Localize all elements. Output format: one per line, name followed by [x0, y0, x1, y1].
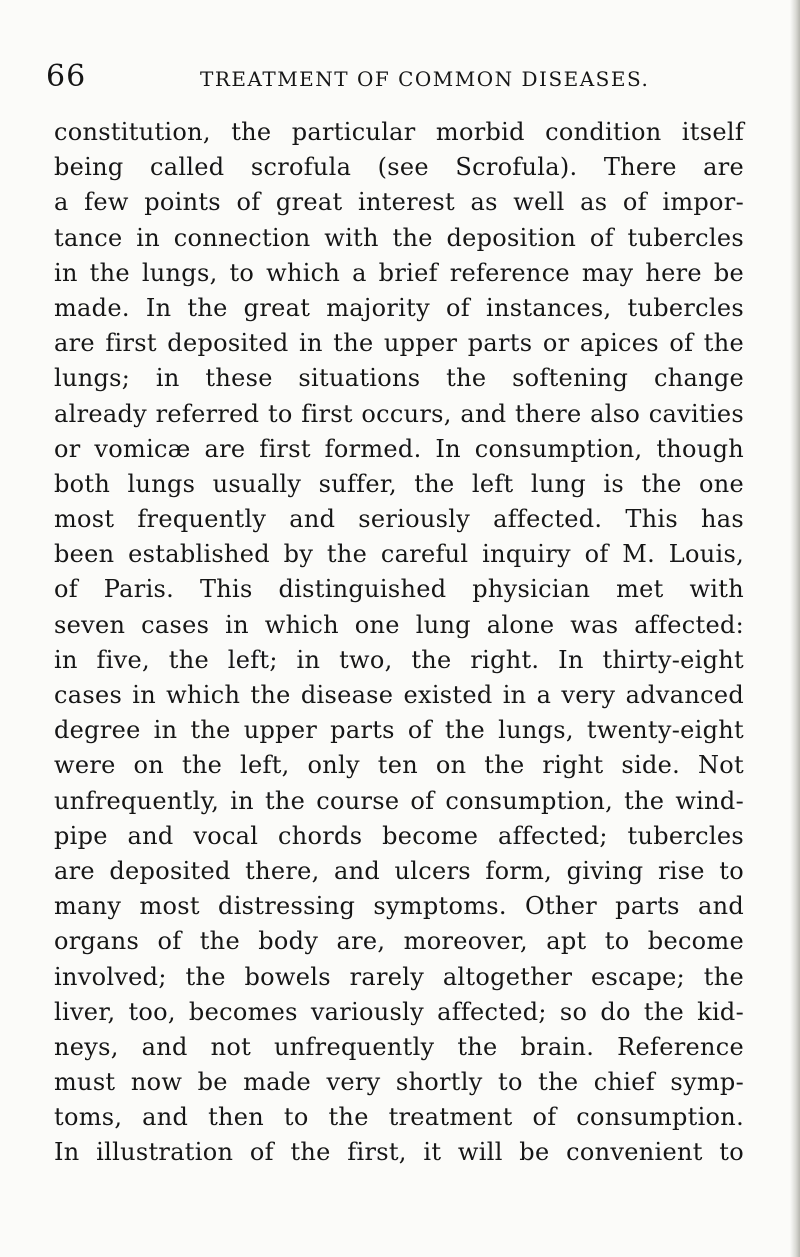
- text-line: liver, too, becomes variously affected; so do the kid-: [54, 997, 744, 1026]
- text-line: a few points of great interest as well as of impor-: [54, 188, 744, 217]
- page-number: 66: [46, 59, 87, 94]
- text-line: most frequently and seriously affected. This has: [54, 505, 744, 534]
- running-head: TREATMENT OF COMMON DISEASES.: [200, 67, 650, 91]
- text-line: already referred to first occurs, and there also cavities: [54, 399, 744, 428]
- text-line: constitution, the particular morbid condition itself: [54, 118, 744, 146]
- text-line: made. In the great majority of instances, tubercles: [54, 293, 744, 322]
- text-line: being called scrofula (see Scrofula). There are: [54, 153, 744, 182]
- text-line: were on the left, only ten on the right side. Not: [54, 751, 744, 780]
- text-line: are deposited there, and ulcers form, giving rise to: [54, 856, 744, 885]
- text-line: pipe and vocal chords become affected; tubercles: [54, 821, 744, 850]
- body-text: [54, 115, 744, 1171]
- text-line: In illustration of the first, it will be convenient to: [54, 1138, 744, 1167]
- text-line: in the lungs, to which a brief reference may here be: [54, 258, 744, 287]
- text-line: in five, the left; in two, the right. In thirty-eight: [54, 645, 744, 674]
- text-line: neys, and not unfrequently the brain. Reference: [54, 1032, 744, 1061]
- text-line: been established by the careful inquiry of M. Louis,: [54, 540, 744, 569]
- text-line: involved; the bowels rarely altogether escape; the: [54, 962, 744, 991]
- text-line: unfrequently, in the course of consumption, the wind-: [54, 786, 744, 815]
- text-line: organs of the body are, moreover, apt to become: [54, 927, 744, 956]
- text-line: or vomicæ are first formed. In consumption, though: [54, 434, 744, 463]
- text-line: tance in connection with the deposition of tubercles: [54, 223, 744, 252]
- text-line: degree in the upper parts of the lungs, twenty-eight: [54, 716, 744, 745]
- text-line: must now be made very shortly to the chief symp-: [54, 1068, 744, 1097]
- text-line: both lungs usually suffer, the left lung is the one: [54, 469, 744, 498]
- text-line: cases in which the disease existed in a very advanced: [54, 681, 744, 709]
- text-line: are first deposited in the upper parts or apices of the: [54, 329, 744, 358]
- text-line: lungs; in these situations the softening change: [54, 364, 744, 393]
- text-line: many most distressing symptoms. Other parts and: [54, 892, 744, 921]
- page-edge-shadow: [790, 0, 800, 1257]
- text-line: toms, and then to the treatment of consumption.: [54, 1103, 744, 1132]
- text-line: seven cases in which one lung alone was affected:: [54, 610, 744, 639]
- text-line: of Paris. This distinguished physician met with: [54, 575, 744, 604]
